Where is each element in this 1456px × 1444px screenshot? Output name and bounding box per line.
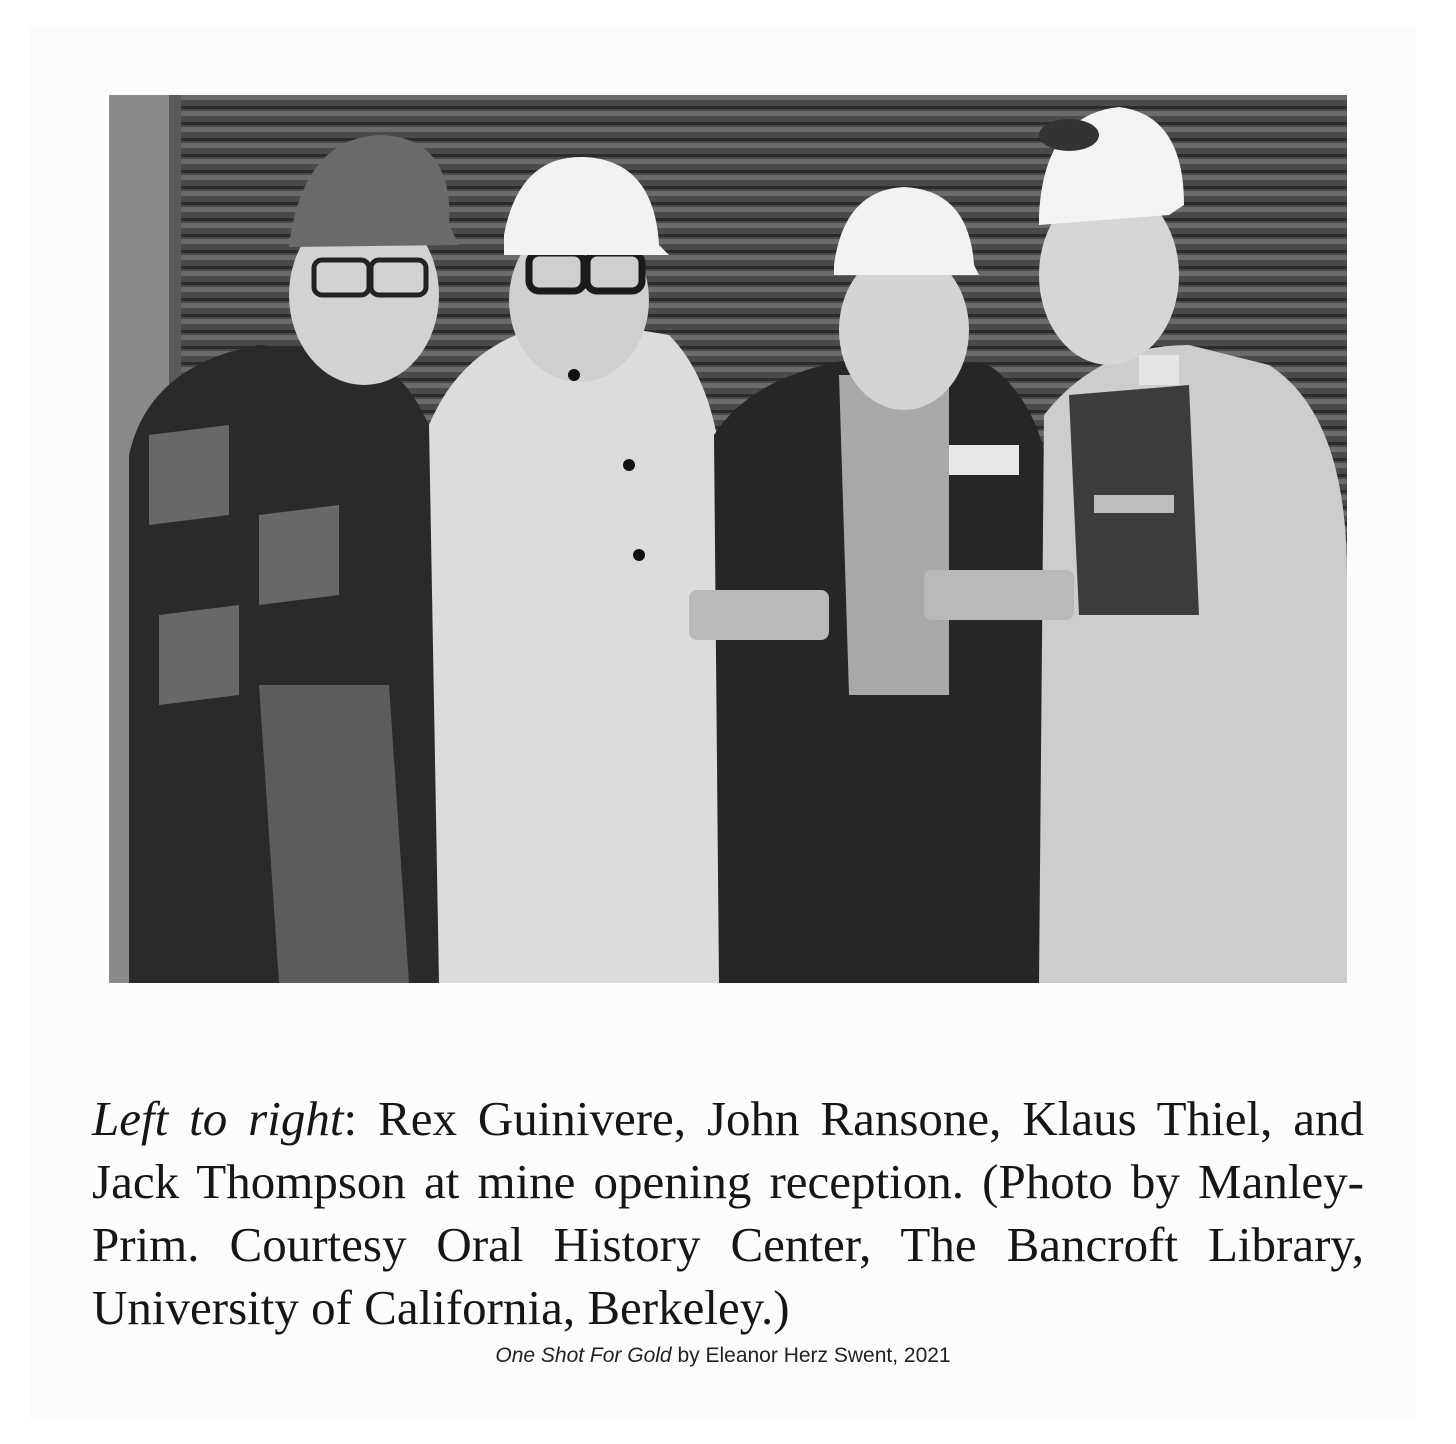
page-sheet bbox=[30, 26, 1416, 1420]
historical-photo bbox=[109, 95, 1347, 983]
gold-bar-right bbox=[924, 570, 1074, 620]
author-byline: by Eleanor Herz Swent, 2021 bbox=[671, 1344, 951, 1367]
gold-bar-left bbox=[689, 590, 829, 640]
photo-caption bbox=[92, 1087, 1364, 1339]
source-credit bbox=[30, 1344, 1416, 1368]
caption-separator: : bbox=[343, 1091, 358, 1146]
book-title: One Shot For Gold bbox=[495, 1344, 672, 1367]
photo-illustration bbox=[109, 95, 1347, 983]
caption-lead: Left to right bbox=[92, 1091, 344, 1146]
caption-text: Rex Guinivere, John Ransone, Klaus Thiel, and Jack Thompson at mine opening reception. (Photo by Manley-Prim. Courtesy Oral History Center, The Bancroft Library, University of California, Berkeley.) bbox=[92, 1091, 1365, 1335]
